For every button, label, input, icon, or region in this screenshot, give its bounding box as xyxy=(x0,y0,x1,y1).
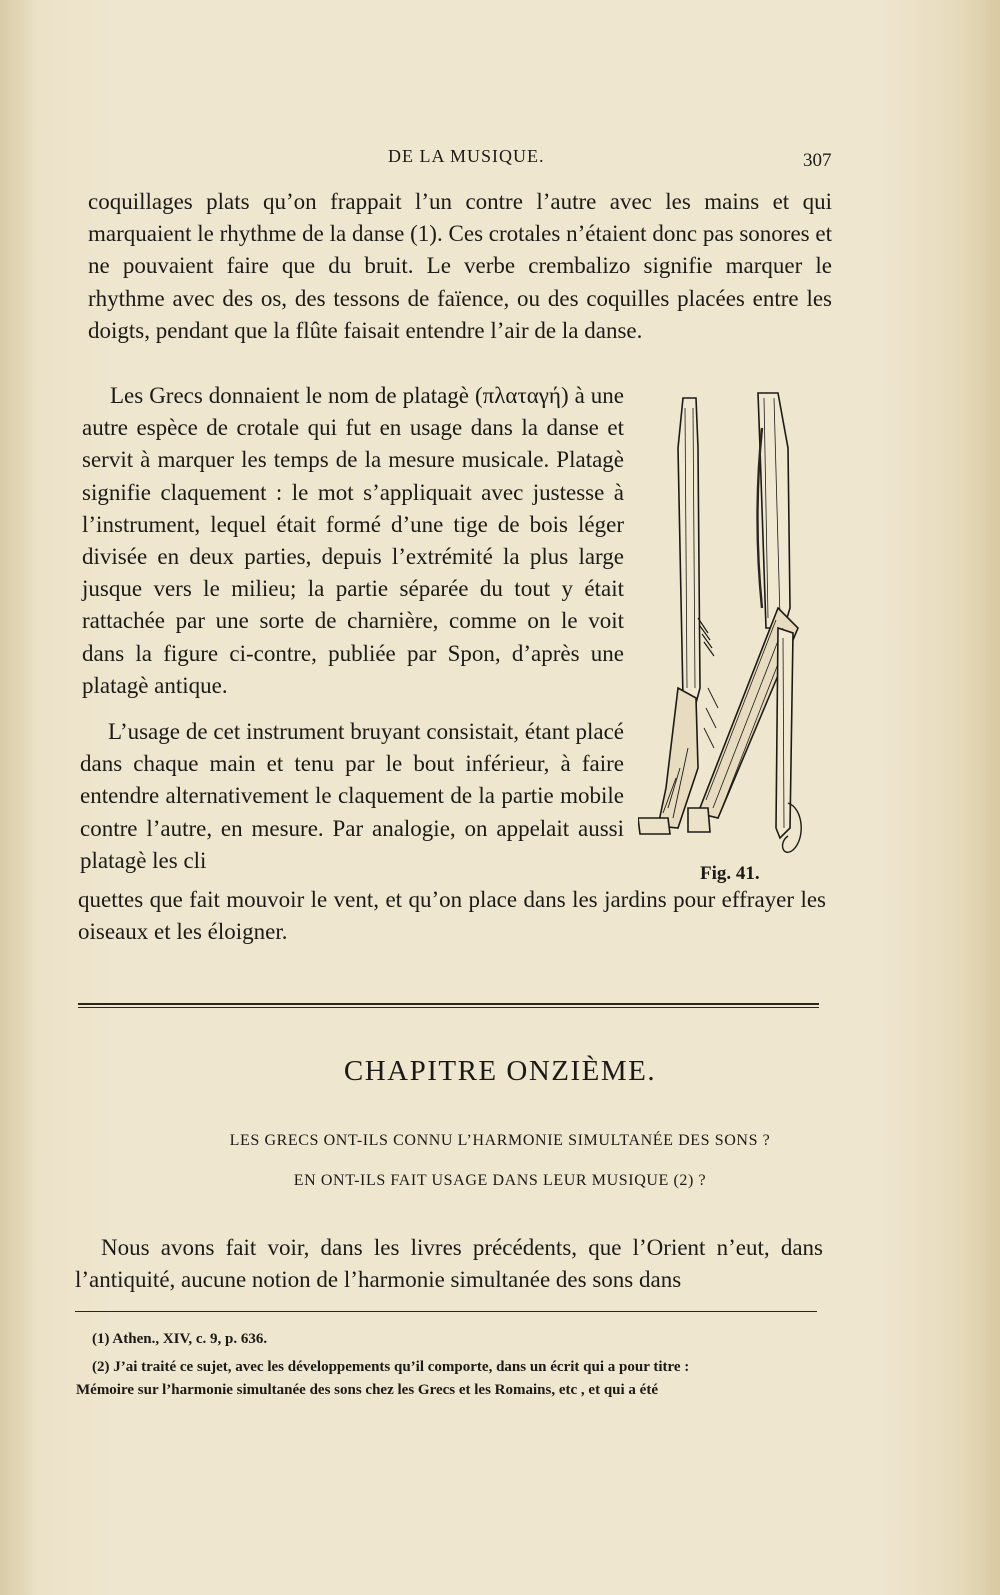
paragraph-4: Nous avons fait voir, dans les livres précédents, que l’Orient n’eut, dans l’antiquité, aucune notion de l’harmonie simultanée des sons dans xyxy=(75,1235,823,1293)
running-head xyxy=(0,146,1000,176)
footnote-1: (1) Athen., XIV, c. 9, p. 636. xyxy=(92,1331,268,1347)
figure-caption: Fig. 41. xyxy=(700,863,760,884)
paragraph-2: Les Grecs donnaient le nom de platagè (πλαταγή) à une autre espèce de crotale qui fut en usage dans la danse et servit à marquer les temps de la mesure musicale. Platagè signifie claquement : le mot s’appliquait avec justesse à l’instrument, lequel était formé d’une tige de bois léger divisée en deux parties, depuis l’extrémité la plus large jusque vers le milieu; la partie séparée du tout y était rattachée par une sorte de charnière, comme on le voit dans la figure ci-contre, publiée par Spon, d’après une platagè antique. xyxy=(82,383,624,698)
running-title: DE LA MUSIQUE. xyxy=(388,146,545,166)
chapter-subtitle-line-2: EN ONT-ILS FAIT USAGE DANS LEUR MUSIQUE (2) ? xyxy=(293,1172,707,1189)
page-number: 307 xyxy=(803,150,832,171)
footnote-divider xyxy=(75,1311,817,1312)
paragraph-1: coquillages plats qu’on frappait l’un contre l’autre avec les mains et qui marquaient le rhythme de la danse (1). Ces crotales n’étaient donc pas sonores et ne pouvaient faire que du bruit. Le verbe crembalizo signifie marquer le rhythme avec des os, des tessons de faïence, ou des coquilles placées entre les doigts, pendant que la flûte faisait entendre l’air de la danse. xyxy=(88,189,832,343)
footnote-2: (2) J’ai traité ce sujet, avec les développements qu’il comporte, dans un écrit qui a pour titre : xyxy=(92,1359,690,1375)
section-divider-thin xyxy=(78,1007,819,1008)
footnote-2-continuation: Mémoire sur l’harmonie simultanée des sons chez les Grecs et les Romains, etc , et qui a été xyxy=(76,1382,658,1398)
section-divider xyxy=(78,1003,819,1005)
platage-clapper-illustration xyxy=(638,388,828,878)
paragraph-3: L’usage de cet instrument bruyant consistait, étant placé dans chaque main et tenu par le bout inférieur, à faire entendre alternativement le claquement de la partie mobile contre l’autre, en mesure. Par analogie, on appelait aussi platagè les cli xyxy=(80,719,624,873)
paragraph-3-tail: quettes que fait mouvoir le vent, et qu’on place dans les jardins pour effrayer les oiseaux et les éloigner. xyxy=(78,887,826,945)
chapter-title: CHAPITRE ONZIÈME. xyxy=(343,1055,657,1087)
chapter-subtitle-line-1: LES GRECS ONT-ILS CONNU L’HARMONIE SIMULTANÉE DES SONS ? xyxy=(229,1132,771,1149)
